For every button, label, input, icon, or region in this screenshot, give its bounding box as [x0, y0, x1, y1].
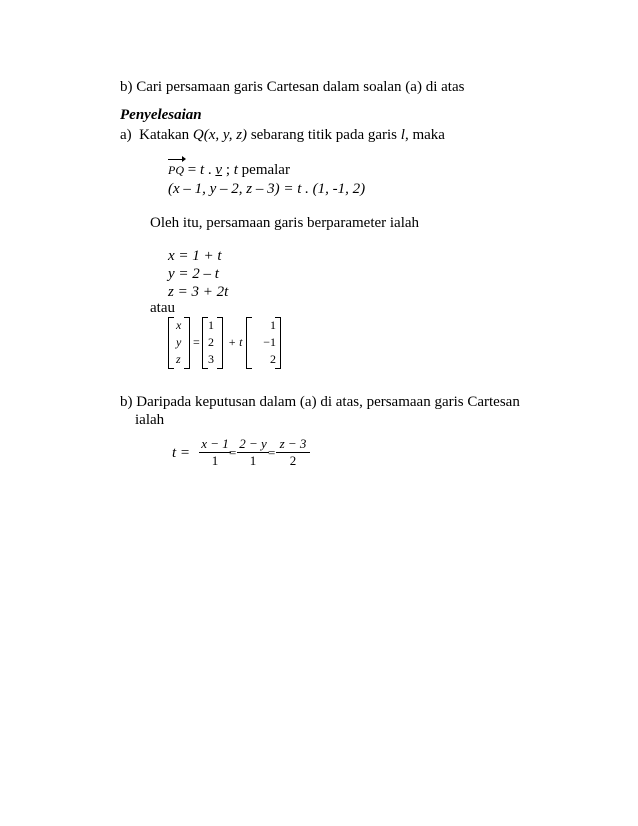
right-bracket-1 — [184, 317, 190, 369]
param-y: y = 2 – t — [168, 266, 219, 282]
solution-heading: Penyelesaian — [120, 107, 202, 123]
matrix-d1: 1 — [270, 318, 276, 332]
matrix-p1: 1 — [208, 318, 214, 332]
part-b-line1: b) Daripada keputusan dalam (a) di atas, persamaan garis Cartesan — [120, 394, 520, 410]
param-intro: Oleh itu, persamaan garis berparameter ialah — [150, 215, 420, 231]
line-name: l — [400, 127, 405, 143]
param-x: x = 1 + t — [168, 248, 222, 264]
vector-semicolon: ; — [222, 162, 234, 178]
vector-equation — [168, 161, 290, 179]
fraction-1-denominator: 1 — [211, 453, 219, 468]
intro-prefix: Katakan — [139, 127, 193, 143]
fraction-3-denominator: 2 — [289, 453, 297, 468]
param-z: z = 3 + 2t — [168, 284, 229, 300]
vector-t: t — [199, 162, 205, 178]
matrix-p3: 3 — [208, 352, 214, 366]
fraction-1-numerator: x − 1 — [199, 436, 231, 453]
question-b: b) Cari persamaan garis Cartesan dalam soalan (a) di atas — [120, 79, 465, 95]
fraction-3 — [276, 436, 310, 469]
point-coords: (x, y, z) — [203, 127, 248, 143]
matrix-y: y — [176, 335, 182, 349]
fraction-3-numerator: z − 3 — [276, 436, 310, 453]
part-a-label: a) — [120, 127, 132, 143]
matrix-x: x — [176, 318, 182, 332]
vector-dot: . — [204, 162, 216, 178]
vector-desc: pemalar — [237, 162, 290, 178]
right-bracket-3 — [275, 317, 281, 369]
intro-suffix: sebarang titik pada garis — [247, 127, 401, 143]
fraction-eq-2: = — [268, 445, 276, 460]
vector-v: v — [215, 162, 223, 178]
part-a-intro — [120, 126, 445, 144]
fraction-2-denominator: 1 — [249, 453, 257, 468]
right-bracket-2 — [217, 317, 223, 369]
fraction-2-numerator: 2 − y — [237, 436, 269, 453]
vector-eq-sign: = — [184, 162, 200, 178]
matrix-plus-t: + t — [228, 335, 243, 349]
vector-t-2: t — [233, 162, 238, 178]
fraction-1 — [199, 436, 231, 469]
left-bracket-3 — [246, 317, 252, 369]
matrix-p2: 2 — [208, 335, 214, 349]
point-q: Q — [192, 127, 204, 143]
part-b-line2: ialah — [135, 412, 165, 428]
intro-end: , maka — [404, 127, 445, 143]
matrix-equals: = — [193, 335, 200, 349]
matrix-d2: −1 — [263, 335, 276, 349]
pq-vector: PQ — [168, 163, 184, 177]
coordinate-equation: (x – 1, y – 2, z – 3) = t . (1, -1, 2) — [168, 181, 366, 197]
matrix-z: z — [176, 352, 181, 366]
matrix-d3: 2 — [270, 352, 276, 366]
fraction-2 — [237, 436, 269, 469]
or-label: atau — [150, 300, 175, 316]
fraction-eq-1: = — [229, 445, 237, 460]
t-equals: t = — [172, 445, 191, 461]
left-bracket-1 — [168, 317, 174, 369]
